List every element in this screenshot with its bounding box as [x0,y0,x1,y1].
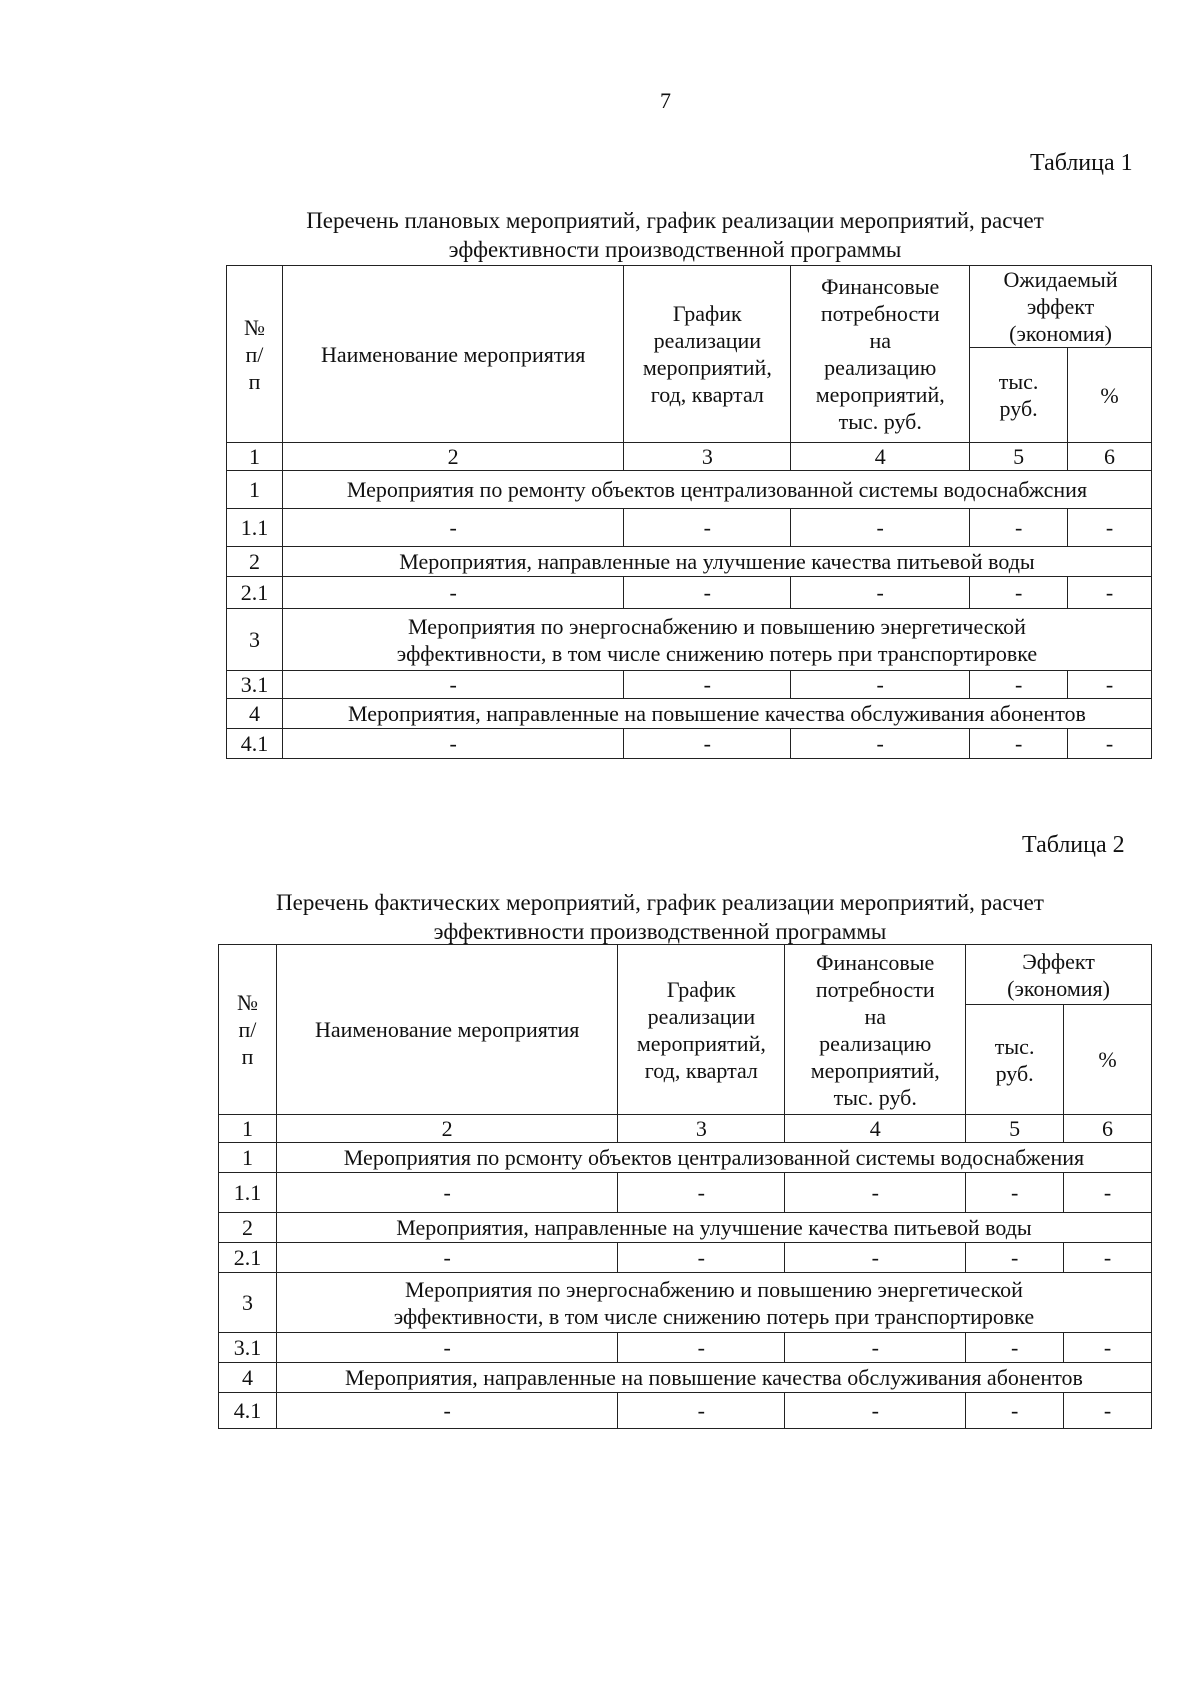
cell: - [624,729,791,759]
cell: - [624,577,791,609]
section-row [219,1363,1152,1393]
header-thousand-rub: тыс. руб. [966,1005,1064,1115]
section-title: Мероприятия, направленные на повышение качества обслуживания абонентов [276,1363,1151,1393]
cell: - [791,729,970,759]
section-num: 2 [219,1213,277,1243]
section-title: Мероприятия, направленные на повышение качества обслуживания абонентов [282,699,1151,729]
table-row [219,1173,1152,1213]
table-row [227,729,1152,759]
sub-num: 3.1 [227,671,283,699]
section-num: 3 [219,1273,277,1333]
section-title: Мероприятия по энергоснабжению и повышению энергетической эффективности, в том числе снижению потерь при транспортировке [282,609,1151,671]
cell: - [282,509,623,547]
cell: - [1068,509,1152,547]
cell: - [624,509,791,547]
table-row [219,1243,1152,1273]
cell: - [276,1333,617,1363]
sub-num: 4.1 [219,1393,277,1429]
cell: - [1064,1243,1152,1273]
section-num: 2 [227,547,283,577]
index-cell: 3 [618,1115,785,1143]
sub-num: 1.1 [219,1173,277,1213]
cell: - [785,1333,966,1363]
table2-title [210,888,1110,946]
header-effect: Эффект (экономия) [966,945,1152,1005]
table2 [218,944,1152,1429]
cell: - [1064,1393,1152,1429]
index-row [227,443,1152,471]
table1-label: Таблица 1 [1030,150,1133,176]
cell: - [966,1173,1064,1213]
table1-title-line1: Перечень плановых мероприятий, график реализации мероприятий, расчет [306,208,1044,233]
cell: - [970,509,1068,547]
cell: - [282,729,623,759]
cell: - [624,671,791,699]
header-schedule: График реализации мероприятий, год, квартал [624,266,791,443]
section-row [219,1143,1152,1173]
cell: - [970,577,1068,609]
cell: - [276,1173,617,1213]
section-row [227,699,1152,729]
table-row [227,671,1152,699]
index-row [219,1115,1152,1143]
table2-label: Таблица 2 [1022,832,1125,858]
cell: - [276,1243,617,1273]
header-finance: Финансовые потребности на реализацию мероприятий, тыс. руб. [791,266,970,443]
section-num: 3 [227,609,283,671]
header-percent: % [1068,348,1152,443]
index-cell: 3 [624,443,791,471]
header-name: Наименование мероприятия [282,266,623,443]
cell: - [1064,1173,1152,1213]
section-title: Мероприятия по ремонту объектов централизованной системы водоснабжсния [282,471,1151,509]
header-finance: Финансовые потребности на реализацию мероприятий, тыс. руб. [785,945,966,1115]
section-num: 1 [219,1143,277,1173]
cell: - [1068,577,1152,609]
sub-num: 2.1 [227,577,283,609]
table-row [227,509,1152,547]
table1-title-line2: эффективности производственной программы [448,237,902,262]
index-cell: 6 [1068,443,1152,471]
cell: - [791,671,970,699]
cell: - [966,1393,1064,1429]
header-num: № п/ п [227,266,283,443]
section-row [219,1213,1152,1243]
section-row [227,609,1152,671]
cell: - [618,1393,785,1429]
cell: - [970,671,1068,699]
header-schedule: График реализации мероприятий, год, квартал [618,945,785,1115]
section-title: Мероприятия, направленные на улучшение качества питьевой воды [276,1213,1151,1243]
page-number: 7 [660,88,671,113]
sub-num: 1.1 [227,509,283,547]
cell: - [966,1243,1064,1273]
sub-num: 2.1 [219,1243,277,1273]
index-cell: 5 [966,1115,1064,1143]
cell: - [791,577,970,609]
cell: - [282,577,623,609]
cell: - [966,1333,1064,1363]
index-cell: 5 [970,443,1068,471]
section-title: Мероприятия по энергоснабжению и повышению энергетической эффективности, в том числе снижению потерь при транспортировке [276,1273,1151,1333]
table-row [219,1333,1152,1363]
table1 [226,265,1152,759]
cell: - [1068,671,1152,699]
section-num: 4 [219,1363,277,1393]
table-row [219,1393,1152,1429]
table-row [227,577,1152,609]
index-cell: 4 [791,443,970,471]
table2-title-line1: Перечень фактических мероприятий, график реализации мероприятий, расчет [276,890,1044,915]
index-cell: 6 [1064,1115,1152,1143]
header-num: № п/ п [219,945,277,1115]
sub-num: 4.1 [227,729,283,759]
sub-num: 3.1 [219,1333,277,1363]
table1-title [225,206,1125,264]
cell: - [618,1173,785,1213]
cell: - [785,1173,966,1213]
cell: - [785,1393,966,1429]
header-name: Наименование мероприятия [276,945,617,1115]
cell: - [791,509,970,547]
index-cell: 1 [219,1115,277,1143]
header-effect: Ожидаемый эффект (экономия) [970,266,1152,348]
cell: - [618,1333,785,1363]
section-row [219,1273,1152,1333]
cell: - [785,1243,966,1273]
index-cell: 1 [227,443,283,471]
cell: - [276,1393,617,1429]
section-num: 4 [227,699,283,729]
cell: - [1064,1333,1152,1363]
index-cell: 2 [276,1115,617,1143]
section-title: Мероприятия, направленные на улучшение качества питьевой воды [282,547,1151,577]
table2-title-line2: эффективности производственной программы [433,919,887,944]
section-row [227,471,1152,509]
cell: - [970,729,1068,759]
header-thousand-rub: тыс. руб. [970,348,1068,443]
header-percent: % [1064,1005,1152,1115]
index-cell: 2 [282,443,623,471]
section-title: Мероприятия по рсмонту объектов централизованной системы водоснабжения [276,1143,1151,1173]
index-cell: 4 [785,1115,966,1143]
section-row [227,547,1152,577]
section-num: 1 [227,471,283,509]
cell: - [618,1243,785,1273]
cell: - [1068,729,1152,759]
cell: - [282,671,623,699]
